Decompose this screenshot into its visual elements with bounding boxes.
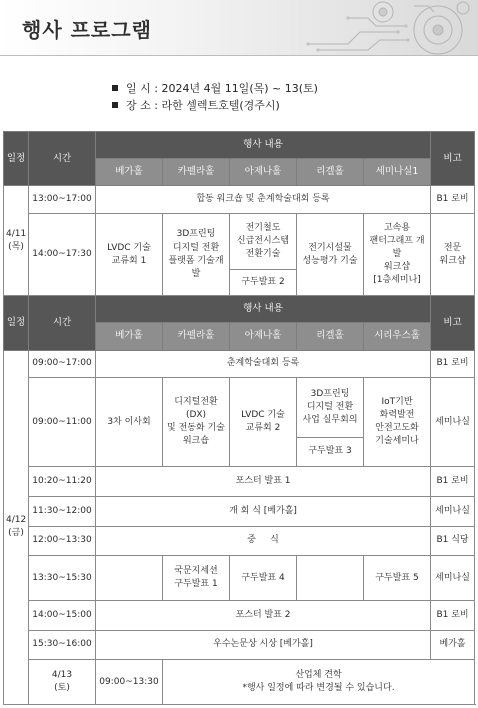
event-cell: 합동 워크숍 및 춘계학술대회 등록 [96, 186, 431, 214]
header-note: 비고 [431, 132, 475, 186]
event-cell: 중 식 [96, 526, 431, 556]
session-cell: 3D프린팅 디지털 전환 사업 실무회의 [297, 378, 364, 437]
session-cell-empty [96, 556, 163, 601]
room-header: 아제나홀 [230, 322, 297, 350]
room-header: 시리우스홀 [364, 322, 431, 350]
note-cell: 세미나실 [431, 496, 475, 526]
header-divider [0, 55, 478, 56]
page-title: 행사 프로그램 [22, 18, 152, 42]
info-venue-value: : 라한 셀렉트호텔(경주시) [154, 99, 280, 112]
time-cell: 09:00~17:00 [29, 350, 96, 378]
page-header [0, 0, 478, 56]
room-header: 카펠라홀 [163, 158, 230, 186]
room-header: 리겔홀 [297, 322, 364, 350]
info-venue [112, 97, 280, 113]
note-cell: 전문 워크샵 [431, 213, 475, 296]
note-cell: B1 식당 [431, 526, 475, 556]
session-cell: 디지털전환(DX) 및 전동화 기술 워크숍 [163, 378, 230, 467]
bullet-square-icon [112, 102, 118, 108]
time-cell: 09:00~11:00 [29, 378, 96, 467]
gear-decoration-icon [288, 0, 478, 56]
date-cell: 4/12 (금) [4, 350, 29, 704]
session-cell: 구두발표 5 [364, 556, 431, 601]
date-cell: 4/13 (토) [29, 660, 96, 705]
header-date: 일정 [4, 296, 29, 350]
note-cell: 세미나실 [431, 378, 475, 467]
session-cell: 국문지세션 구두발표 1 [163, 556, 230, 601]
event-cell: 포스터 발표 1 [96, 467, 431, 497]
event-cell: 춘계학술대회 등록 [96, 350, 431, 378]
info-date [112, 80, 318, 96]
event-cell: 개 회 식 [베가홀] [96, 496, 431, 526]
session-cell: IoT기반 화력발전 안전고도화 기술세미나 [364, 378, 431, 467]
header-content: 행사 내용 [96, 296, 431, 323]
event-cell: 포스터 발표 2 [96, 600, 431, 630]
header-time: 시간 [29, 296, 96, 350]
note-cell: 세미나실 [431, 556, 475, 601]
room-header: 아제나홀 [230, 158, 297, 186]
session-cell: 전기시설물 성능평가 기술 [297, 213, 364, 296]
time-cell: 10:20~11:20 [29, 467, 96, 497]
session-cell: LVDC 기술 교류회 1 [96, 213, 163, 296]
session-cell: 구두발표 3 [297, 437, 364, 467]
session-cell: 전기철도 신급전시스템 전환기술 [230, 213, 297, 269]
note-cell: B1 로비 [431, 467, 475, 497]
time-cell: 15:30~16:00 [29, 630, 96, 660]
session-cell: 3차 이사회 [96, 378, 163, 467]
session-cell-empty [297, 556, 364, 601]
room-header: 베가홀 [96, 158, 163, 186]
schedule-table [3, 131, 475, 705]
header-date: 일정 [4, 132, 29, 186]
time-cell: 14:00~15:00 [29, 600, 96, 630]
date-cell: 4/11 (목) [4, 186, 29, 296]
time-cell: 13:00~17:00 [29, 186, 96, 214]
session-cell: 구두발표 2 [230, 269, 297, 296]
note-cell: 베가홀 [431, 630, 475, 660]
info-date-value: : 2024년 4월 11일(목) ~ 13(토) [154, 82, 318, 95]
event-cell [163, 660, 475, 705]
note-cell: B1 로비 [431, 186, 475, 214]
bullet-square-icon [112, 85, 118, 91]
header-content: 행사 내용 [96, 132, 431, 159]
note-cell: B1 로비 [431, 600, 475, 630]
schedule-footnote: *행사 일정에 따라 변경될 수 있습니다. [242, 683, 395, 694]
event-label: 산업체 견학 [295, 670, 342, 681]
session-cell: 구두발표 4 [230, 556, 297, 601]
session-cell: 3D프린팅 디지털 전환 플랫폼 기술개발 [163, 213, 230, 296]
time-cell: 11:30~12:00 [29, 496, 96, 526]
time-cell: 14:00~17:30 [29, 213, 96, 296]
time-cell: 09:00~13:30 [96, 660, 163, 705]
info-venue-label: 장 소 [126, 99, 151, 112]
note-cell: B1 로비 [431, 350, 475, 378]
room-header: 카펠라홀 [163, 322, 230, 350]
session-cell: 고속용 팬터그래프 개발 워크샵 [1층세미나] [364, 213, 431, 296]
header-time: 시간 [29, 132, 96, 186]
room-header: 리겔홀 [297, 158, 364, 186]
header-note: 비고 [431, 296, 475, 350]
info-date-label: 일 시 [126, 82, 151, 95]
time-cell: 12:00~13:30 [29, 526, 96, 556]
room-header: 베가홀 [96, 322, 163, 350]
room-header: 세미나실1 [364, 158, 431, 186]
event-cell: 우수논문상 시상 [베가홀] [96, 630, 431, 660]
time-cell: 13:30~15:30 [29, 556, 96, 601]
session-cell: LVDC 기술 교류회 2 [230, 378, 297, 467]
